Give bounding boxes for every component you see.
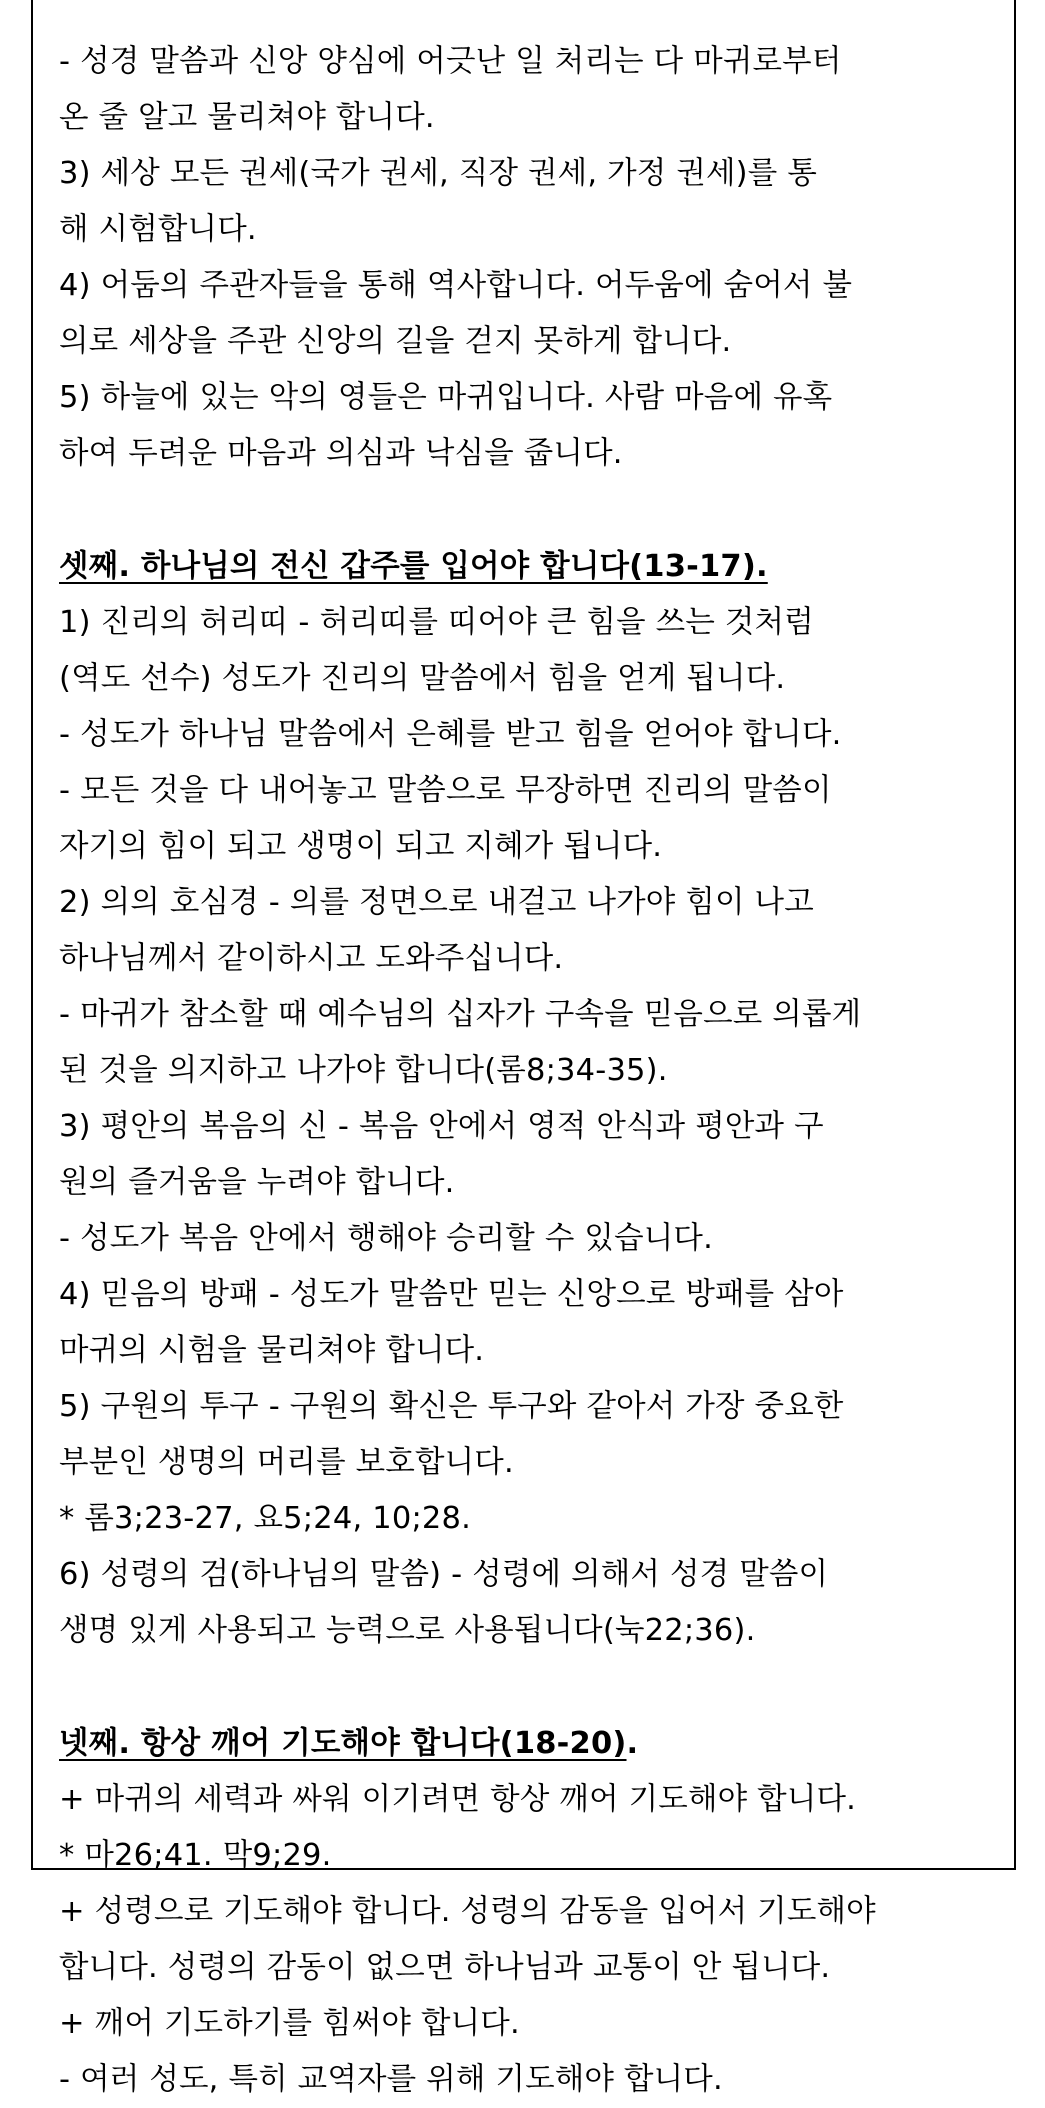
- section-fourth: [59, 1716, 989, 2108]
- paragraph-spacer: [59, 482, 989, 539]
- text-line: 마귀의 시험을 물리쳐야 합니다.: [59, 1333, 485, 1368]
- text-line: * 마26;41. 막9;29.: [59, 1838, 332, 1873]
- text-line: 된 것을 의지하고 나가야 합니다(롬8;34-35).: [59, 1053, 668, 1088]
- text-line: - 마귀가 참소할 때 예수님의 십자가 구속을 믿음으로 의롭게: [59, 997, 862, 1032]
- text-line: 생명 있게 사용되고 능력으로 사용됩니다(눅22;36).: [59, 1613, 756, 1648]
- text-line: 하여 두려운 마음과 의심과 낙심을 줍니다.: [59, 436, 623, 471]
- paragraph-spacer: [59, 1659, 989, 1716]
- text-line: 4) 어둠의 주관자들을 통해 역사합니다. 어두움에 숨어서 불: [59, 268, 853, 303]
- section-heading-suffix: .: [626, 1726, 639, 1761]
- text-line: 온 줄 알고 물리쳐야 합니다.: [59, 100, 435, 135]
- text-line: (역도 선수) 성도가 진리의 말씀에서 힘을 얻게 됩니다.: [59, 661, 786, 696]
- text-line: 6) 성령의 검(하나님의 말씀) - 성령에 의해서 성경 말씀이: [59, 1557, 829, 1592]
- text-line: 5) 구원의 투구 - 구원의 확신은 투구와 같아서 가장 중요한: [59, 1389, 844, 1424]
- section-third: [59, 539, 989, 1659]
- text-line: 자기의 힘이 되고 생명이 되고 지혜가 됩니다.: [59, 829, 663, 864]
- text-line: - 모든 것을 다 내어놓고 말씀으로 무장하면 진리의 말씀이: [59, 773, 832, 808]
- text-line: * 롬3;23-27, 요5;24, 10;28.: [59, 1501, 472, 1536]
- text-line: 1) 진리의 허리띠 - 허리띠를 띠어야 큰 힘을 쓰는 것처럼: [59, 605, 814, 640]
- text-line: 2) 의의 호심경 - 의를 정면으로 내걸고 나가야 힘이 나고: [59, 885, 814, 920]
- section-heading: [59, 539, 989, 595]
- section-heading-text: 셋째. 하나님의 전신 갑주를 입어야 합니다(13-17).: [59, 549, 768, 584]
- text-line: 4) 믿음의 방패 - 성도가 말씀만 믿는 신앙으로 방패를 삼아: [59, 1277, 844, 1312]
- text-line: - 성도가 하나님 말씀에서 은혜를 받고 힘을 얻어야 합니다.: [59, 717, 842, 752]
- text-line: - 여러 성도, 특히 교역자를 위해 기도해야 합니다.: [59, 2062, 723, 2097]
- document-body: [59, 34, 989, 2108]
- text-line: 의로 세상을 주관 신앙의 길을 걷지 못하게 합니다.: [59, 324, 732, 359]
- text-line: 원의 즐거움을 누려야 합니다.: [59, 1165, 455, 1200]
- text-line: 부분인 생명의 머리를 보호합니다.: [59, 1445, 514, 1480]
- text-line: 해 시험합니다.: [59, 212, 257, 247]
- text-line: + 성령으로 기도해야 합니다. 성령의 감동을 입어서 기도해야: [59, 1894, 876, 1929]
- text-line: + 마귀의 세력과 싸워 이기려면 항상 깨어 기도해야 합니다.: [59, 1782, 857, 1817]
- text-line: 하나님께서 같이하시고 도와주십니다.: [59, 941, 564, 976]
- section-heading: [59, 1716, 989, 1772]
- intro-paragraph: [59, 34, 989, 482]
- text-line: 3) 평안의 복음의 신 - 복음 안에서 영적 안식과 평안과 구: [59, 1109, 824, 1144]
- text-line: - 성도가 복음 안에서 행해야 승리할 수 있습니다.: [59, 1221, 713, 1256]
- text-line: - 성경 말씀과 신앙 양심에 어긋난 일 처리는 다 마귀로부터: [59, 44, 842, 79]
- text-line: 합니다. 성령의 감동이 없으면 하나님과 교통이 안 됩니다.: [59, 1950, 831, 1985]
- section-heading-text: 넷째. 항상 깨어 기도해야 합니다(18-20): [59, 1726, 627, 1761]
- text-line: + 깨어 기도하기를 힘써야 합니다.: [59, 2006, 520, 2041]
- text-line: 5) 하늘에 있는 악의 영들은 마귀입니다. 사람 마음에 유혹: [59, 380, 833, 415]
- text-line: 3) 세상 모든 권세(국가 권세, 직장 권세, 가정 권세)를 통: [59, 156, 818, 191]
